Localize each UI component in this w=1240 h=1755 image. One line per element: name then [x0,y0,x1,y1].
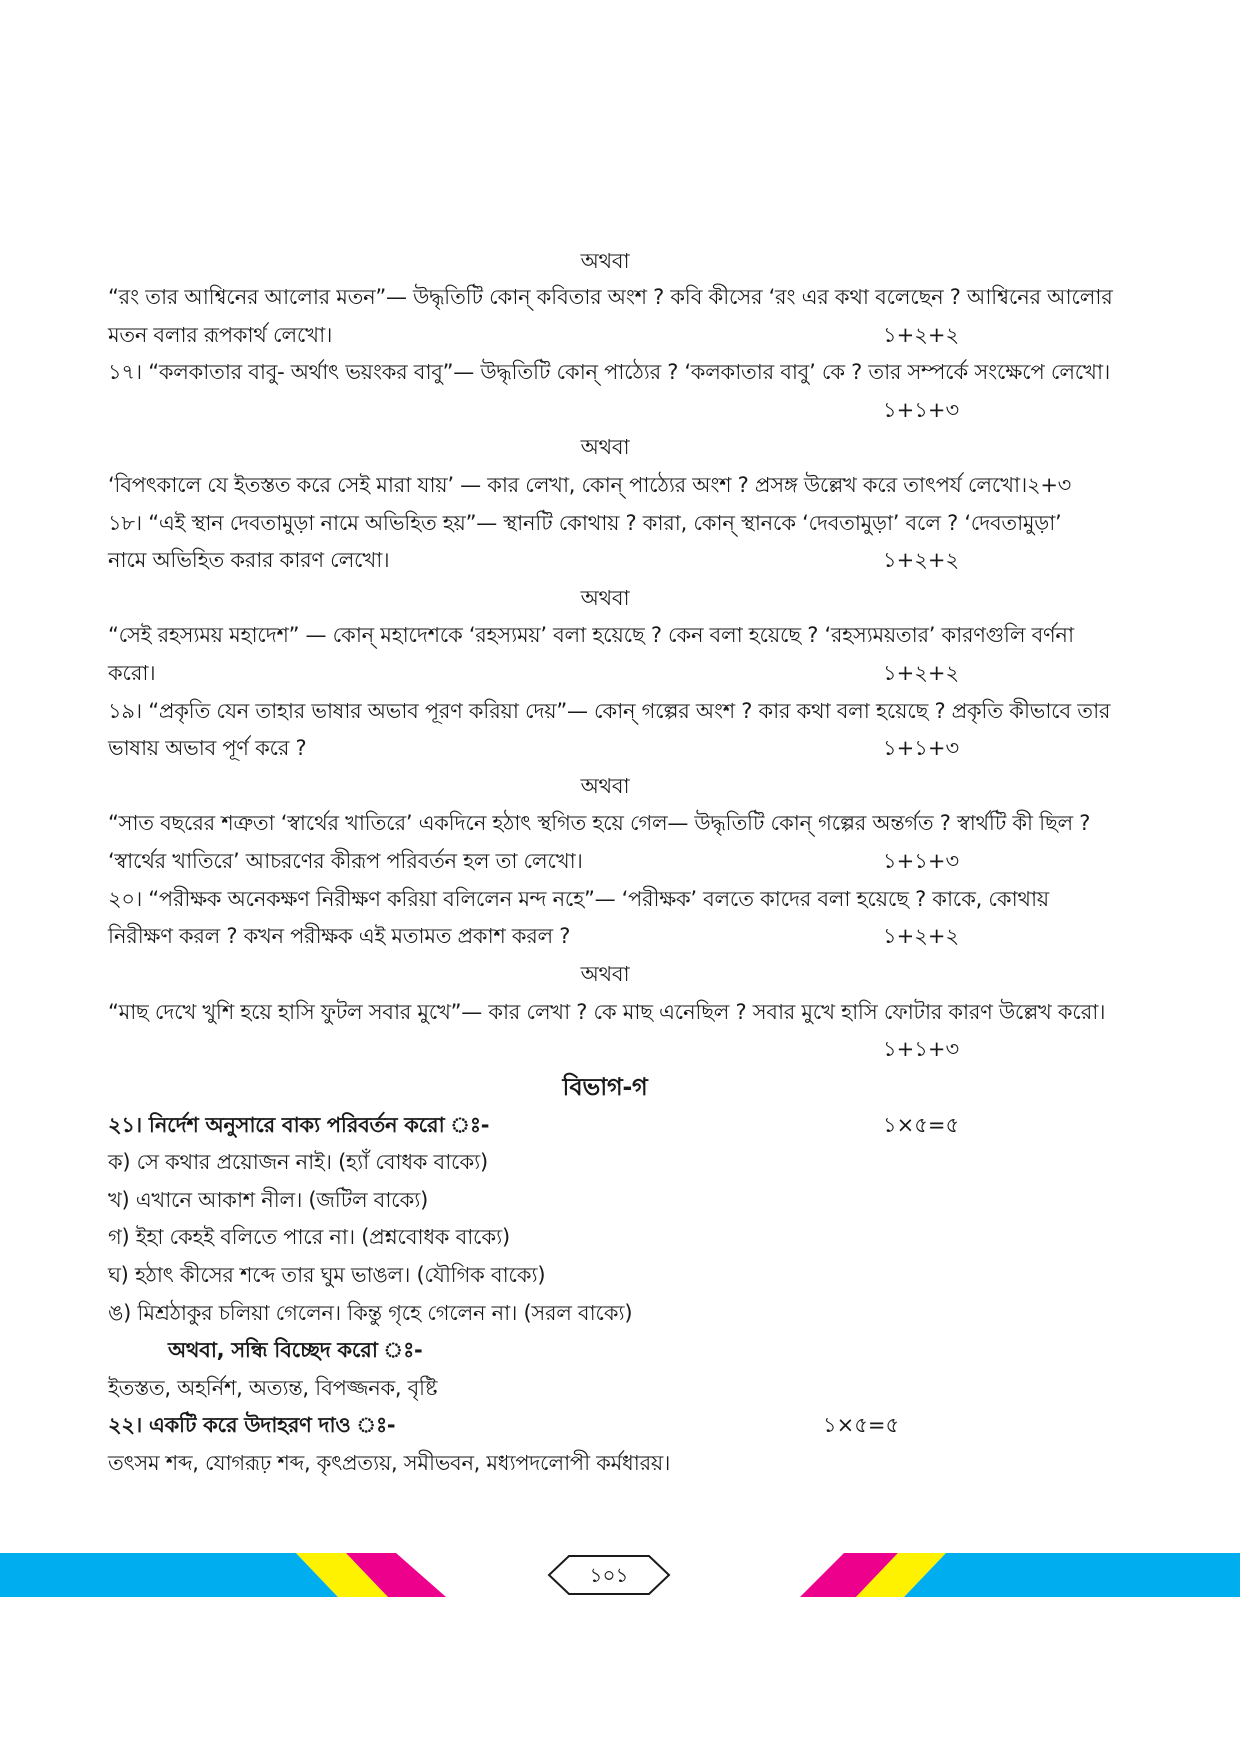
question-20-line: নিরীক্ষণ করল ? কখন পরীক্ষক এই মতামত প্রকাশ করল ? [108,924,571,948]
question-18-alt-line: “সেই রহস্যময় মহাদেশ” — কোন্ মহাদেশকে ‘রহস্যময়’ বলা হয়েছে ? কেন বলা হয়েছে ? ‘রহস্যময়তার’ কারণগুলি বর্ণনা [108,623,1074,647]
question-19-line: ভাষায় অভাব পূর্ণ করে ? [108,736,307,760]
list-item: ঘ) হঠাৎ কীসের শব্দে তার ঘুম ভাঙল। (যৌগিক বাক্যে) [108,1263,546,1287]
footer-stripe-right [800,1553,1240,1597]
marks: ১+২+২ [883,661,960,685]
or-label: অথবা [580,774,630,798]
list-item: খ) এখানে আকাশ নীল। (জটিল বাক্যে) [108,1188,428,1212]
or-label: অথবা [580,435,630,459]
marks: ১×৫=৫ [823,1413,900,1437]
section-heading: বিভাগ-গ [562,1073,648,1101]
or-label: অথবা [580,249,630,273]
question-17-line: ১৭। “কলকাতার বাবু- অর্থাৎ ভয়ংকর বাবু”— উদ্ধৃতিটি কোন্ পাঠ্যের ? ‘কলকাতার বাবু’ কে ? তার সম্পর্কে সংক্ষেপে লেখো। [108,360,1110,384]
marks: ১+১+৩ [883,849,960,873]
page-number: ১০১ [589,1563,629,1587]
question-20-line: ২০। “পরীক্ষক অনেকক্ষণ নিরীক্ষণ করিয়া বলিলেন মন্দ নহে”— ‘পরীক্ষক’ বলতে কাদের বলা হয়েছে ? কাকে, কোথায় [108,887,1049,911]
list-item: ঙ) মিশ্রঠাকুর চলিয়া গেলেন। কিন্তু গৃহে গেলেন না। (সরল বাক্যে) [108,1301,633,1325]
question-17-alt-line: ‘বিপৎকালে যে ইতস্তত করে সেই মারা যায়’ — কার লেখা, কোন্ পাঠ্যের অংশ ? প্রসঙ্গ উল্লেখ করে তাৎপর্য লেখো।২+৩ [108,473,1071,497]
marks: ১×৫=৫ [883,1113,960,1137]
marks: ১+২+২ [883,924,960,948]
question-16-alt-line: মতন বলার রূপকার্থ লেখো। [108,323,333,347]
list-item: গ) ইহা কেহই বলিতে পারে না। (প্রশ্নবোধক বাক্যে) [108,1225,510,1249]
question-19-alt-line: ‘স্বার্থের খাতিরে’ আচরণের কীরূপ পরিবর্তন হল তা লেখো। [108,849,583,873]
stripe-cyan [904,1553,1240,1597]
marks: ১+১+৩ [883,736,960,760]
question-19-line: ১৯। “প্রকৃতি যেন তাহার ভাষার অভাব পূরণ করিয়া দেয়”— কোন্ গল্পের অংশ ? কার কথা বলা হয়েছে ? প্রকৃতি কীভাবে তার [108,699,1111,723]
page-number-badge [545,1553,673,1597]
question-18-alt-line: করো। [108,661,156,685]
marks: ১+২+২ [883,548,960,572]
question-21-alt-words: ইতস্তত, অহর্নিশ, অত্যন্ত, বিপজ্জনক, বৃষ্টি [108,1376,438,1400]
marks: ১+১+৩ [883,398,960,422]
question-18-line: নামে অভিহিত করার কারণ লেখো। [108,548,390,572]
or-label: অথবা [580,962,630,986]
question-21-title: ২১। নির্দেশ অনুসারে বাক্য পরিবর্তন করো ঃ- [108,1113,490,1137]
list-item: ক) সে কথার প্রয়োজন নাই। (হ্যাঁ বোধক বাক্যে) [108,1150,488,1174]
question-22-title: ২২। একটি করে উদাহরণ দাও ঃ- [108,1413,396,1437]
question-18-line: ১৮। “এই স্থান দেবতামুড়া নামে অভিহিত হয়”— স্থানটি কোথায় ? কারা, কোন্ স্থানকে ‘দেবতামুড়া’ বলে ? ‘দেবতামুড়া’ [108,511,1062,535]
question-16-alt-line: “রং তার আশ্বিনের আলোর মতন”— উদ্ধৃতিটি কোন্ কবিতার অংশ ? কবি কীসের ‘রং এর কথা বলেছেন ? আশ্বিনের আলোর [108,285,1113,309]
question-22-items: তৎসম শব্দ, যোগরূঢ় শব্দ, কৃৎপ্রত্যয়, সমীভবন, মধ্যপদলোপী কর্মধারয়। [108,1451,671,1475]
footer-stripe-left [0,1553,450,1597]
marks: ১+১+৩ [883,1037,960,1061]
question-19-alt-line: “সাত বছরের শত্রুতা ‘স্বার্থের খাতিরে’ একদিনে হঠাৎ স্থগিত হয়ে গেল— উদ্ধৃতিটি কোন্ গল্পের অন্তর্গত ? স্বার্থটি কী ছিল ? [108,811,1091,835]
marks: ১+২+২ [883,323,960,347]
question-21-alt-title: অথবা, সন্ধি বিচ্ছেদ করো ঃ- [168,1338,423,1362]
question-20-alt-line: “মাছ দেখে খুশি হয়ে হাসি ফুটল সবার মুখে”— কার লেখা ? কে মাছ এনেছিল ? সবার মুখে হাসি ফোটার কারণ উল্লেখ করো। [108,1000,1106,1024]
stripe-cyan [0,1553,338,1597]
or-label: অথবা [580,586,630,610]
